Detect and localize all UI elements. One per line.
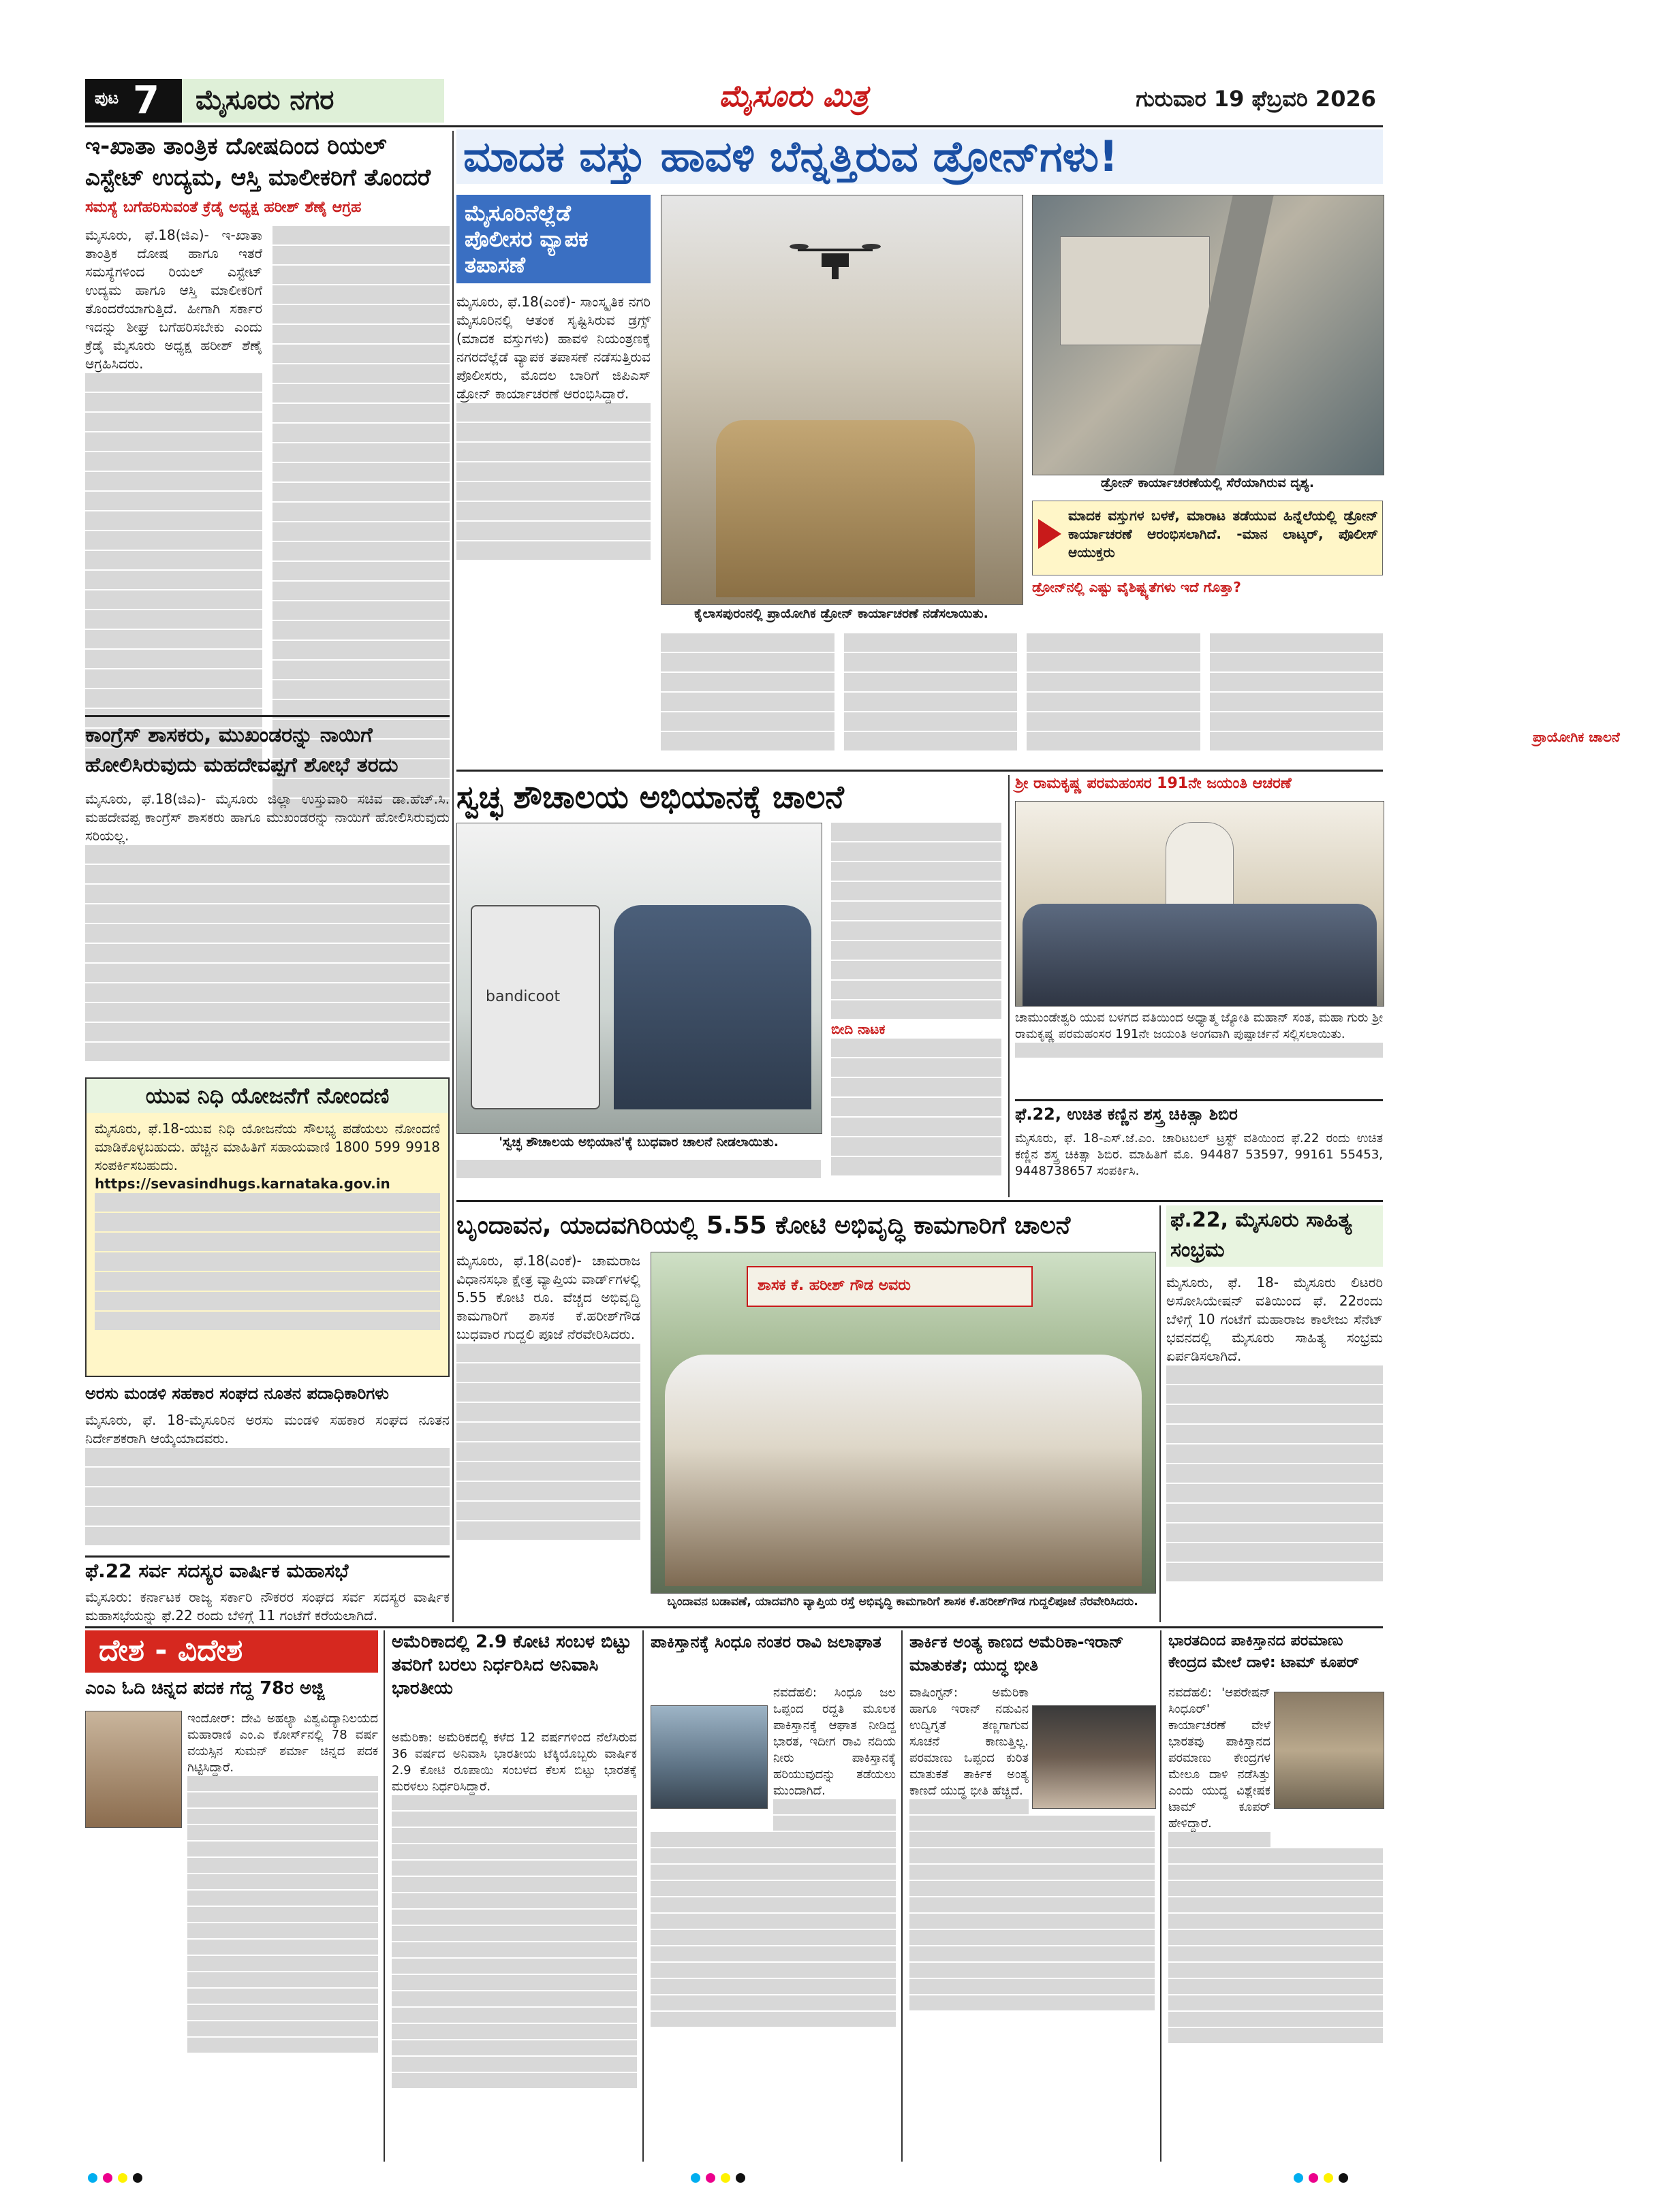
ram-text: ಚಾಮುಂಡೇಶ್ವರಿ ಯುವ ಬಳಗದ ವತಿಯಿಂದ ಅಧ್ಯಾತ್ಮ ಜ್ಯೋತಿ ಮಹಾನ್ ಸಂತ, ಮಹಾ ಗುರು ಶ್ರೀ ರಾಮಕೃಷ್ಣ ಪರಮಹಂಸರ 191ನೇ ಜಯಂತಿ ಅಂಗವಾಗಿ ಪುಷ್ಪಾರ್ಚನೆ ಸಲ್ಲಿಸಲಾಯಿತು. (1015, 1011, 1383, 1041)
lead-caption-left: ಕೈಲಾಸಪುರಂನಲ್ಲಿ ಪ್ರಾಯೋಗಿಕ ಡ್ರೋನ್ ಕಾರ್ಯಾಚರಣೆ ನಡೆಸಲಾಯಿತು. (661, 606, 1022, 627)
lead-photo-aerial (1032, 195, 1384, 475)
world-banner-text: ದೇಶ - ವಿದೇಶ (99, 1633, 243, 1668)
yuva-nidhi-box (85, 1077, 450, 1377)
quote-text: ಮಾದಕ ವಸ್ತುಗಳ ಬಳಕೆ, ಮಾರಾಟ ತಡೆಯುವ ಹಿನ್ನೆಲೆಯಲ್ಲಿ ಡ್ರೋನ್ ಕಾರ್ಯಾಚರಣೆ ಆರಂಭಿಸಲಾಗಿದೆ. -ಮಾನ ಲಾಟ್ಕರ್, ಪೊಲೀಸ್ ಆಯುಕ್ತರು (1068, 507, 1378, 560)
page-label: ಪುಟ (95, 89, 119, 108)
clean-subhead: ಬೀದಿ ನಾಟಕ (831, 1021, 886, 1037)
story1-deck: ಸಮಸ್ಯೆ ಬಗೆಹರಿಸುವಂತೆ ಕ್ರೆಡೈ ಅಧ್ಯಕ್ಷ ಹರೀಶ್ ಶೆಣೈ ಆಗ್ರಹ (85, 199, 362, 216)
lead-kicker (456, 195, 651, 283)
left-column (85, 131, 450, 1622)
dev-text: ಮೈಸೂರು, ಫೆ.18(ಎಂಕೆ)- ಚಾಮರಾಜ ವಿಧಾನಸಭಾ ಕ್ಷೇತ್ರ ವ್ಯಾಪ್ತಿಯ ವಾರ್ಡ್‌ಗಳಲ್ಲಿ 5.55 ಕೋಟಿ ರೂ. ವೆಚ್ಚದ ಅಭಿವೃದ್ಧಿ ಕಾಮಗಾರಿಗೆ ಶಾಸಕ ಕೆ.ಹರೀಶ್‌ಗೌಡ ಬುಧವಾರ ಗುದ್ದಲಿ ಪೂಜೆ ನೆರವೇರಿಸಿದರು. (456, 1252, 640, 1342)
bandicoot-machine (471, 905, 600, 1109)
w3-body (651, 1685, 896, 2160)
masthead-rule (85, 125, 1383, 127)
box-headline: ಯುವ ನಿಧಿ ಯೋಜನೆಗೆ ನೋಂದಣಿ (87, 1079, 448, 1113)
page-number-badge (85, 79, 182, 123)
clean-photo (456, 823, 822, 1134)
section-title: ಮೈಸೂರು ನಗರ (196, 84, 334, 116)
drone-icon (791, 236, 879, 284)
world-div-1 (384, 1630, 385, 2162)
w1-body (187, 1711, 378, 2160)
page-number: 7 (133, 78, 159, 123)
w4-text: ವಾಷಿಂಗ್ಟನ್: ಅಮೆರಿಕಾ ಹಾಗೂ ಇರಾನ್ ನಡುವಿನ ಉದ್ವಿಗ್ನತೆ ತಣ್ಣಗಾಗುವ ಸೂಚನೆ ಕಾಣುತ್ತಿಲ್ಲ. ಪರಮಾಣು ಒಪ್ಪಂದ ಕುರಿತ ಮಾತುಕತೆ ತಾರ್ಕಿಕ ಅಂತ್ಯ ಕಾಣದೆ ಯುದ್ಧ ಭೀತಿ ಹೆಚ್ಚಿದೆ. (909, 1686, 1029, 1798)
world-top-rule (85, 1626, 1383, 1628)
ram-group (1023, 904, 1377, 1006)
clean-body-right (831, 823, 1001, 1197)
camp-body (1015, 1131, 1383, 1197)
eye-camp-story (1015, 1099, 1383, 1197)
story3-text: ಮೈಸೂರು, ಫೆ. 18-ಮೈಸೂರಿನ ಅರಸು ಮಂಡಳಿ ಸಹಕಾರ ಸಂಘದ ನೂತನ ನಿರ್ದೇಶಕರಾಗಿ ಆಯ್ಕೆಯಾದವರು. (85, 1412, 450, 1447)
ram-headline: ಶ್ರೀ ರಾಮಕೃಷ್ಣ ಪರಮಹಂಸರ 191ನೇ ಜಯಂತಿ ಆಚರಣೆ (1015, 775, 1292, 792)
world-banner (85, 1630, 378, 1673)
w1-photo (85, 1711, 182, 1828)
lead-subnote-2: ಪ್ರಾಯೋಗಿಕ ಚಾಲನೆ (1533, 729, 1620, 745)
sahitya-text: ಮೈಸೂರು, ಫೆ. 18- ಮೈಸೂರು ಲಿಟರರಿ ಅಸೋಸಿಯೇಷನ್ ವತಿಯಿಂದ ಫೆ. 22ರಂದು ಬೆಳಿಗ್ಗೆ 10 ಗಂಟೆಗೆ ಮಹಾರಾಜ ಕಾಲೇಜು ಸೆನೆಟ್ ಭವನದಲ್ಲಿ ಮೈಸೂರು ಸಾಹಿತ್ಯ ಸಂಭ್ರಮ ಏರ್ಪಡಿಸಲಾಗಿದೆ. (1166, 1274, 1383, 1364)
box-text: ಮೈಸೂರು, ಫೆ.18-ಯುವ ನಿಧಿ ಯೋಜನೆಯ ಸೌಲಭ್ಯ ಪಡೆಯಲು ನೋಂದಣಿ ಮಾಡಿಕೊಳ್ಳಬಹುದು. ಹೆಚ್ಚಿನ ಮಾಹಿತಿಗೆ ಸಹಾಯವಾಣಿ 1800 599 9918 ಸಂಪರ್ಕಿಸಬಹುದು. (95, 1120, 440, 1173)
camp-text: ಮೈಸೂರು, ಫೆ. 18-ಎಸ್.ಜೆ.ಎಂ. ಚಾರಿಟಬಲ್ ಟ್ರಸ್ಟ್ ವತಿಯಿಂದ ಫೆ.22 ರಂದು ಉಚಿತ ಕಣ್ಣಿನ ಶಸ್ತ್ರ ಚಿಕಿತ್ಸಾ ಶಿಬಿರ. ಮಾಹಿತಿಗೆ ಮೊ. 94487 53597, 99161 55453, 9448738657 ಸಂಪರ್ಕಿಸಿ. (1015, 1131, 1383, 1178)
sahitya-headline: ಫೆ.22, ಮೈಸೂರು ಸಾಹಿತ್ಯ ಸಂಭ್ರಮ (1166, 1205, 1383, 1267)
clean-toilet-story (456, 775, 1001, 1197)
ram-body (1015, 1010, 1383, 1095)
dev-caption: ಬೃಂದಾವನ ಬಡಾವಣೆ, ಯಾದವಗಿರಿ ವ್ಯಾಪ್ತಿಯ ರಸ್ತೆ ಅಭಿವೃದ್ಧಿ ಕಾಮಗಾರಿಗೆ ಶಾಸಕ ಕೆ.ಹರೀಶ್‌ಗೌಡ ಗುದ್ದಲಿಪೂಜೆ ನೆರವೇರಿಸಿದರು. (651, 1595, 1155, 1615)
world-div-4 (1160, 1630, 1161, 2162)
lead-quote (1032, 501, 1383, 575)
lead-photo-police-drone (661, 195, 1023, 605)
world-div-2 (642, 1630, 644, 2162)
registration-marks-right (1291, 2172, 1386, 2186)
story1-text: ಮೈಸೂರು, ಫೆ.18(ಜಿಎ)- ಇ-ಖಾತಾ ತಾಂತ್ರಿಕ ದೋಷ ಹಾಗೂ ಇತರೆ ಸಮಸ್ಯೆಗಳಿಂದ ರಿಯಲ್ ಎಸ್ಟೇಟ್ ಉದ್ಯಮ ಹಾಗೂ ಆಸ್ತಿ ಮಾಲೀಕರಿಗೆ ತೊಂದರೆಯಾಗುತ್ತಿದೆ. ಹೀಗಾಗಿ ಸರ್ಕಾರ ಇದನ್ನು ಶೀಘ್ರ ಬಗೆಹರಿಸಬೇಕು ಎಂದು ಕ್ರೆಡೈ ಮೈಸೂರು ಅಧ್ಯಕ್ಷ ಹರೀಶ್ ಶೆಣೈ ಆಗ್ರಹಿಸಿದರು. (85, 227, 262, 372)
dev-banner (747, 1266, 1033, 1307)
section-title-bar (182, 79, 444, 123)
lead-intro (456, 293, 651, 606)
sahitya-body (1166, 1274, 1383, 1622)
box-link[interactable]: https://sevasindhugs.karnataka.gov.in (95, 1175, 390, 1192)
w1-text: ಇಂದೋರ್: ದೇವಿ ಅಹಲ್ಯಾ ವಿಶ್ವವಿದ್ಯಾನಿಲಯದ ಮಹಾರಾಣಿ ಎಂ.ಎ ಕೋರ್ಸ್‌ನಲ್ಲಿ 78 ವರ್ಷ ವಯಸ್ಸಿನ ಸುಮನ್ ಶರ್ಮಾ ಚಿನ್ನದ ಪದಕ ಗಿಟ್ಟಿಸಿದ್ದಾರೆ. (187, 1711, 378, 1775)
paper-logo: ಮೈಸೂರು ಮಿತ್ರ (719, 79, 869, 114)
camp-headline: ಫೆ.22, ಉಚಿತ ಕಣ್ಣಿನ ಶಸ್ತ್ರ ಚಿಕಿತ್ಸಾ ಶಿಬಿರ (1015, 1105, 1238, 1124)
lead-bottom-rule (456, 770, 1383, 772)
story4-body (85, 1588, 450, 1622)
masthead (0, 0, 1469, 129)
world-div-3 (901, 1630, 903, 2162)
aerial-rooftops (1060, 236, 1210, 345)
story4-text: ಮೈಸೂರು: ಕರ್ನಾಟಕ ರಾಜ್ಯ ಸರ್ಕಾರಿ ನೌಕರರ ಸಂಘದ ಸರ್ವ ಸದಸ್ಯರ ವಾರ್ಷಿಕ ಮಹಾಸಭೆಯನ್ನು ಫೆ.22 ರಂದು ಬೆಳಿಗ್ಗೆ 11 ಗಂಟೆಗೆ ಕರೆಯಲಾಗಿದೆ. (85, 1589, 450, 1624)
lead-story (456, 129, 1620, 770)
dev-photo (651, 1252, 1156, 1594)
story2-headline: ಕಾಂಗ್ರೆಸ್ ಶಾಸಕರು, ಮುಖಂಡರನ್ನು ನಾಯಿಗೆ ಹೋಲಿಸಿರುವುದು ಮಹದೇವಪ್ಪಗೆ ಶೋಭೆ ತರದು (85, 723, 399, 777)
dev-crowd (665, 1355, 1142, 1586)
development-story (456, 1205, 1155, 1622)
clean-caption: 'ಸ್ವಚ್ಛ ಶೌಚಾಲಯ ಅಭಿಯಾನ'ಕ್ಕೆ ಬುಧವಾರ ಚಾಲನೆ ನೀಡಲಾಯಿತು. (456, 1135, 821, 1155)
lead-headline: ಮಾದಕ ವಸ್ತು ಹಾವಳಿ ಬೆನ್ನತ್ತಿರುವ ಡ್ರೋನ್‌ಗಳು! (456, 129, 1383, 184)
clean-body (456, 1160, 821, 1197)
w3-text: ನವದೆಹಲಿ: ಸಿಂಧೂ ಜಲ ಒಪ್ಪಂದ ರದ್ದತಿ ಮೂಲಕ ಪಾಕಿಸ್ತಾನಕ್ಕೆ ಆಘಾತ ನೀಡಿದ್ದ ಭಾರತ, ಇದೀಗ ರಾವಿ ನದಿಯ ನೀರು ಪಾಕಿಸ್ತಾನಕ್ಕೆ ಹರಿಯುವುದನ್ನು ತಡೆಯಲು ಮುಂದಾಗಿದೆ. (773, 1686, 896, 1798)
story2-text: ಮೈಸೂರು, ಫೆ.18(ಜಿಎ)- ಮೈಸೂರು ಜಿಲ್ಲಾ ಉಸ್ತುವಾರಿ ಸಚಿವ ಡಾ.ಹೆಚ್.ಸಿ. ಮಹದೇವಪ್ಪ ಕಾಂಗ್ರೆಸ್ ಶಾಸಕರು ಹಾಗೂ ಮುಖಂಡರನ್ನು ನಾಯಿಗೆ ಹೋಲಿಸಿರುವುದು ಸರಿಯಲ್ಲ. (85, 791, 450, 844)
dev-banner-text: ಶಾಸಕ ಕೆ. ಹರೀಶ್ ಗೌಡ ಅವರು (758, 1277, 911, 1294)
kicker-text: ಮೈಸೂರಿನೆಲ್ಲೆಡೆ ಪೊಲೀಸರ ವ್ಯಾಪಕ ತಪಾಸಣೆ (465, 200, 589, 278)
w5-body (1168, 1685, 1383, 2160)
clean-headline: ಸ್ವಚ್ಛ ಶೌಚಾಲಯ ಅಭಿಯಾನಕ್ಕೆ ಚಾಲನೆ (456, 778, 844, 815)
column-divider-left (452, 131, 454, 1622)
lead-dateline: ಮೈಸೂರು, ಫೆ.18(ಎಂಕೆ)- ಸಾಂಸ್ಕೃತಿಕ ನಗರಿ ಮೈಸೂರಿನಲ್ಲಿ ಆತಂಕ ಸೃಷ್ಟಿಸಿರುವ ಡ್ರಗ್ಸ್ (ಮಾದಕ ವಸ್ತುಗಳು) ಹಾವಳಿ ನಿಯಂತ್ರಣಕ್ಕೆ ನಗರದೆಲ್ಲೆಡೆ ವ್ಯಾಪಕ ತಪಾಸಣೆ ನಡೆಸುತ್ತಿರುವ ಪೊಲೀಸರು, ಮೊದಲ ಬಾರಿಗೆ ಜಿಪಿಎಸ್ ಡ್ರೋನ್ ಕಾರ್ಯಾಚರಣೆ ಆರಂಭಿಸಿದ್ದಾರೆ. (456, 294, 651, 402)
w5-text: ನವದೆಹಲಿ: 'ಆಪರೇಷನ್ ಸಿಂಧೂರ್' ಕಾರ್ಯಾಚರಣೆ ವೇಳೆ ಭಾರತವು ಪಾಕಿಸ್ತಾನದ ಪರಮಾಣು ಕೇಂದ್ರಗಳ ಮೇಲೂ ದಾಳಿ ನಡೆಸಿತ್ತು ಎಂದು ಯುದ್ಧ ವಿಶ್ಲೇಷಕ ಟಾಮ್ ಕೂಪರ್ ಹೇಳಿದ್ದಾರೆ. (1168, 1686, 1270, 1831)
w2-body (392, 1730, 637, 2160)
dev-headline: ಬೃಂದಾವನ, ಯಾದವಗಿರಿಯಲ್ಲಿ 5.55 ಕೋಟಿ ಅಭಿವೃದ್ಧಿ ಕಾಮಗಾರಿಗೆ ಚಾಲನೆ (456, 1212, 1071, 1239)
column-divider-mid (1008, 775, 1010, 1197)
story3-headline: ಅರಸು ಮಂಡಳಿ ಸಹಕಾರ ಸಂಘದ ನೂತನ ಪದಾಧಿಕಾರಿಗಳು (85, 1384, 389, 1403)
world-section (85, 1630, 1383, 2162)
w3-headline: ಪಾಕಿಸ್ತಾನಕ್ಕೆ ಸಿಂಧೂ ನಂತರ ರಾವಿ ಜಲಾಘಾತ (651, 1632, 882, 1652)
machine-label: bandicoot (486, 988, 561, 1005)
story2-body (85, 790, 450, 1076)
w4-body (909, 1685, 1155, 2160)
registration-marks-center (688, 2172, 783, 2186)
ramakrishna-story (1015, 775, 1383, 1095)
w5-headline: ಭಾರತದಿಂದ ಪಾಕಿಸ್ತಾನದ ಪರಮಾಣು ಕೇಂದ್ರದ ಮೇಲೆ ದಾಳಿ: ಟಾಮ್ ಕೂಪರ್ (1168, 1632, 1359, 1671)
story3-body (85, 1411, 450, 1554)
quote-arrow-icon (1038, 519, 1061, 549)
police-group (716, 420, 975, 597)
lead-subnote: ಡ್ರೋನ್‌ನಲ್ಲಿ ಎಷ್ಟು ವೈಶಿಷ್ಟ್ಯತೆಗಳು ಇದೆ ಗೊತ್ತಾ? (1032, 579, 1241, 595)
ram-photo (1015, 801, 1384, 1007)
story4-headline: ಫೆ.22 ಸರ್ವ ಸದಸ್ಯರ ವಾರ್ಷಿಕ ಮಹಾಸಭೆ (85, 1560, 349, 1582)
w4-headline: ತಾರ್ಕಿಕ ಅಂತ್ಯ ಕಾಣದ ಅಮೆರಿಕಾ-ಇರಾನ್ ಮಾತುಕತೆ; ಯುದ್ಧ ಭೀತಿ (909, 1632, 1124, 1675)
registration-marks-left (85, 2172, 181, 2186)
eye-rule (1015, 1099, 1383, 1101)
lead-body-cols (661, 633, 1383, 770)
sahitya-story (1166, 1205, 1383, 1622)
w2-headline: ಅಮೆರಿಕಾದಲ್ಲಿ 2.9 ಕೋಟಿ ಸಂಬಳ ಬಿಟ್ಟು ತವರಿಗೆ ಬರಲು ನಿರ್ಧರಿಸಿದ ಅನಿವಾಸಿ ಭಾರತೀಯ (392, 1632, 631, 1698)
officials-group (614, 905, 811, 1109)
mid-rule (456, 1200, 1383, 1202)
w1-headline: ಎಂಎ ಓದಿ ಚಿನ್ನದ ಪದಕ ಗೆದ್ದ 78ರ ಅಜ್ಜಿ (85, 1678, 325, 1698)
w2-text: ಅಮೆರಿಕಾ: ಅಮೆರಿಕದಲ್ಲಿ ಕಳೆದ 12 ವರ್ಷಗಳಿಂದ ನೆಲೆಸಿರುವ 36 ವರ್ಷದ ಅನಿವಾಸಿ ಭಾರತೀಯ ಟೆಕ್ಕಿಯೊಬ್ಬರು ವಾರ್ಷಿಕ 2.9 ಕೋಟಿ ರೂಪಾಯಿ ಸಂಬಳದ ಕೆಲಸ ಬಿಟ್ಟು ಭಾರತಕ್ಕೆ ಮರಳಲು ನಿರ್ಧರಿಸಿದ್ದಾರೆ. (392, 1731, 637, 1794)
dev-body (456, 1252, 640, 1622)
story1-headline: ಇ-ಖಾತಾ ತಾಂತ್ರಿಕ ದೋಷದಿಂದ ರಿಯಲ್ ಎಸ್ಟೇಟ್ ಉದ್ಯಮ, ಆಸ್ತಿ ಮಾಲೀಕರಿಗೆ ತೊಂದರೆ (85, 133, 431, 191)
lead-caption-right: ಡ್ರೋನ್ ಕಾರ್ಯಾಚರಣೆಯಲ್ಲಿ ಸೆರೆಯಾಗಿರುವ ದೃಶ್ಯ. (1032, 475, 1383, 496)
box-body (95, 1120, 440, 1372)
left-rule-1 (85, 715, 450, 717)
column-divider-dev (1159, 1205, 1161, 1622)
left-rule-2 (85, 1555, 450, 1558)
issue-date: ಗುರುವಾರ 19 ಫೆಬ್ರವರಿ 2026 (1136, 86, 1376, 112)
